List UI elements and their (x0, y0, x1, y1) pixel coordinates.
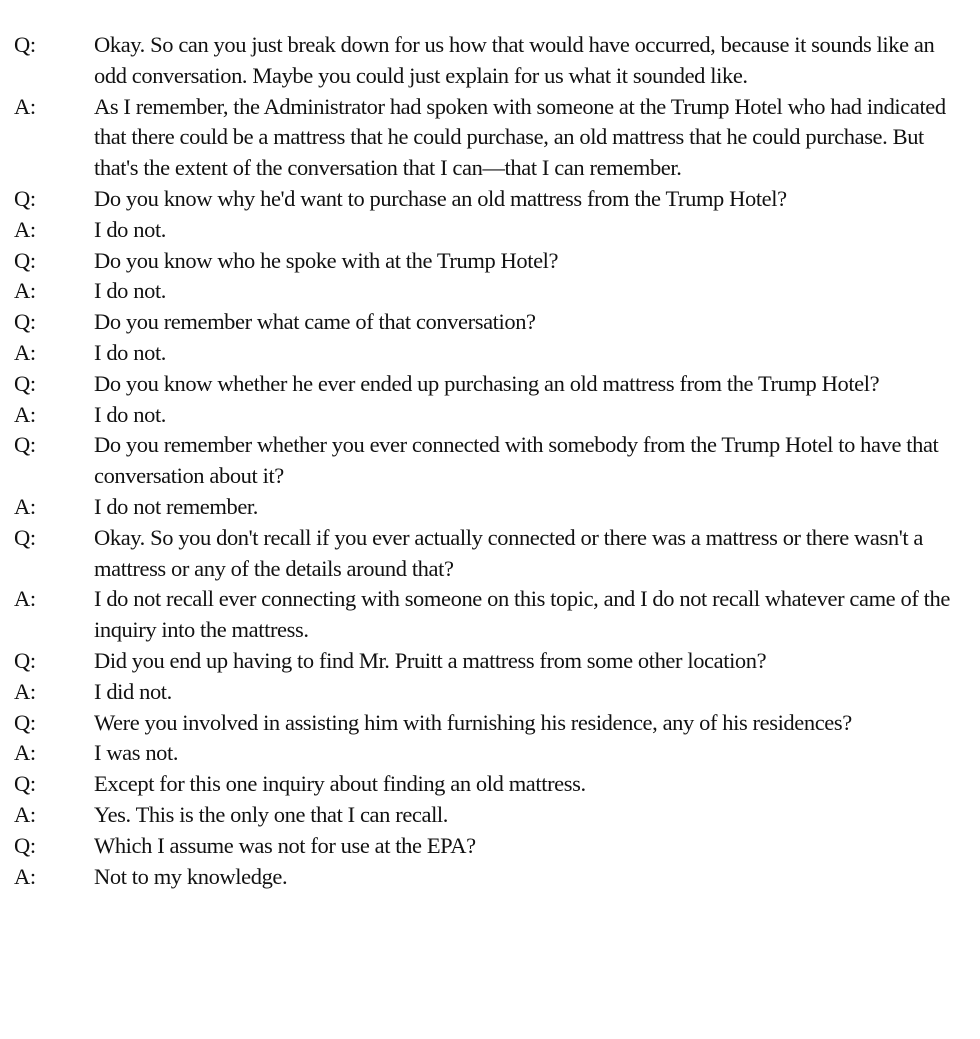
speaker-label: A: (14, 278, 36, 304)
speaker-label: A: (14, 586, 36, 612)
speaker-label: A: (14, 93, 36, 119)
deposition-transcript (0, 30, 980, 892)
entry-text: Do you remember what came of that conversation? (94, 309, 536, 335)
entry-text: I do not. (94, 278, 167, 304)
transcript-entry-5 (0, 246, 980, 277)
transcript-entry-8 (0, 338, 980, 369)
entry-text: Except for this one inquiry about finding an old mattress. (94, 771, 586, 797)
transcript-entry-13 (0, 523, 980, 585)
transcript-entry-21 (0, 831, 980, 862)
speaker-label: Q: (14, 32, 36, 57)
entry-text: Do you know why he'd want to purchase an old mattress from the Trump Hotel? (94, 185, 787, 211)
transcript-entry-14 (0, 584, 980, 646)
entry-text: Were you involved in assisting him with furnishing his residence, any of his residences? (94, 709, 852, 735)
entry-text: I do not recall ever connecting with someone on this topic, and I do not recall whatever came of the inquiry into the mattress. (94, 586, 950, 643)
speaker-label: Q: (14, 370, 36, 396)
entry-text: Do you know whether he ever ended up purchasing an old mattress from the Trump Hotel? (94, 370, 880, 396)
speaker-label: Q: (14, 185, 36, 211)
entry-text: Do you know who he spoke with at the Trump Hotel? (94, 247, 559, 273)
entry-text: Yes. This is the only one that I can recall. (94, 801, 449, 827)
transcript-entry-3 (0, 184, 980, 215)
transcript-entry-4 (0, 215, 980, 246)
transcript-entry-10 (0, 400, 980, 431)
transcript-entry-2 (0, 92, 980, 184)
entry-text: As I remember, the Administrator had spoken with someone at the Trump Hotel who had indicated that there could be a mattress that he could purchase, an old mattress that he could purchase. But that's the extent of the conversation that I can—that I can remember. (94, 93, 946, 181)
transcript-entry-12 (0, 492, 980, 523)
speaker-label: A: (14, 493, 36, 519)
entry-text: Which I assume was not for use at the EPA? (94, 832, 476, 858)
speaker-label: Q: (14, 247, 36, 273)
entry-text: Did you end up having to find Mr. Pruitt a mattress from some other location? (94, 647, 767, 673)
entry-text: I did not. (94, 678, 172, 704)
speaker-label: Q: (14, 709, 36, 735)
transcript-entry-17 (0, 708, 980, 739)
transcript-entry-1 (0, 30, 980, 92)
transcript-entry-20 (0, 800, 980, 831)
speaker-label: Q: (14, 309, 36, 335)
speaker-label: Q: (14, 432, 36, 458)
speaker-label: A: (14, 801, 36, 827)
transcript-entry-22 (0, 862, 980, 893)
entry-text: I was not. (94, 740, 179, 766)
speaker-label: Q: (14, 647, 36, 673)
transcript-entry-6 (0, 276, 980, 307)
transcript-entry-9 (0, 369, 980, 400)
entry-text: I do not. (94, 216, 167, 242)
transcript-entry-7 (0, 307, 980, 338)
speaker-label: Q: (14, 771, 36, 797)
speaker-label: A: (14, 339, 36, 365)
transcript-entry-18 (0, 738, 980, 769)
speaker-label: A: (14, 863, 36, 889)
entry-text: Okay. So you don't recall if you ever actually connected or there was a mattress or there wasn't a mattress or any of the details around that? (94, 524, 924, 581)
transcript-entry-11 (0, 430, 980, 492)
speaker-label: A: (14, 740, 36, 766)
transcript-entry-15 (0, 646, 980, 677)
entry-text: I do not remember. (94, 493, 259, 519)
speaker-label: Q: (14, 524, 36, 550)
entry-text: I do not. (94, 401, 167, 427)
entry-text: Do you remember whether you ever connected with somebody from the Trump Hotel to have that conversation about it? (94, 432, 939, 489)
entry-text: Okay. So can you just break down for us how that would have occurred, because it sounds like an odd conversation. Maybe you could just explain for us what it sounded like. (94, 32, 935, 88)
entry-text: I do not. (94, 339, 167, 365)
transcript-entry-19 (0, 769, 980, 800)
speaker-label: A: (14, 216, 36, 242)
transcript-entry-16 (0, 677, 980, 708)
speaker-label: A: (14, 678, 36, 704)
entry-text: Not to my knowledge. (94, 863, 288, 889)
speaker-label: Q: (14, 832, 36, 858)
speaker-label: A: (14, 401, 36, 427)
